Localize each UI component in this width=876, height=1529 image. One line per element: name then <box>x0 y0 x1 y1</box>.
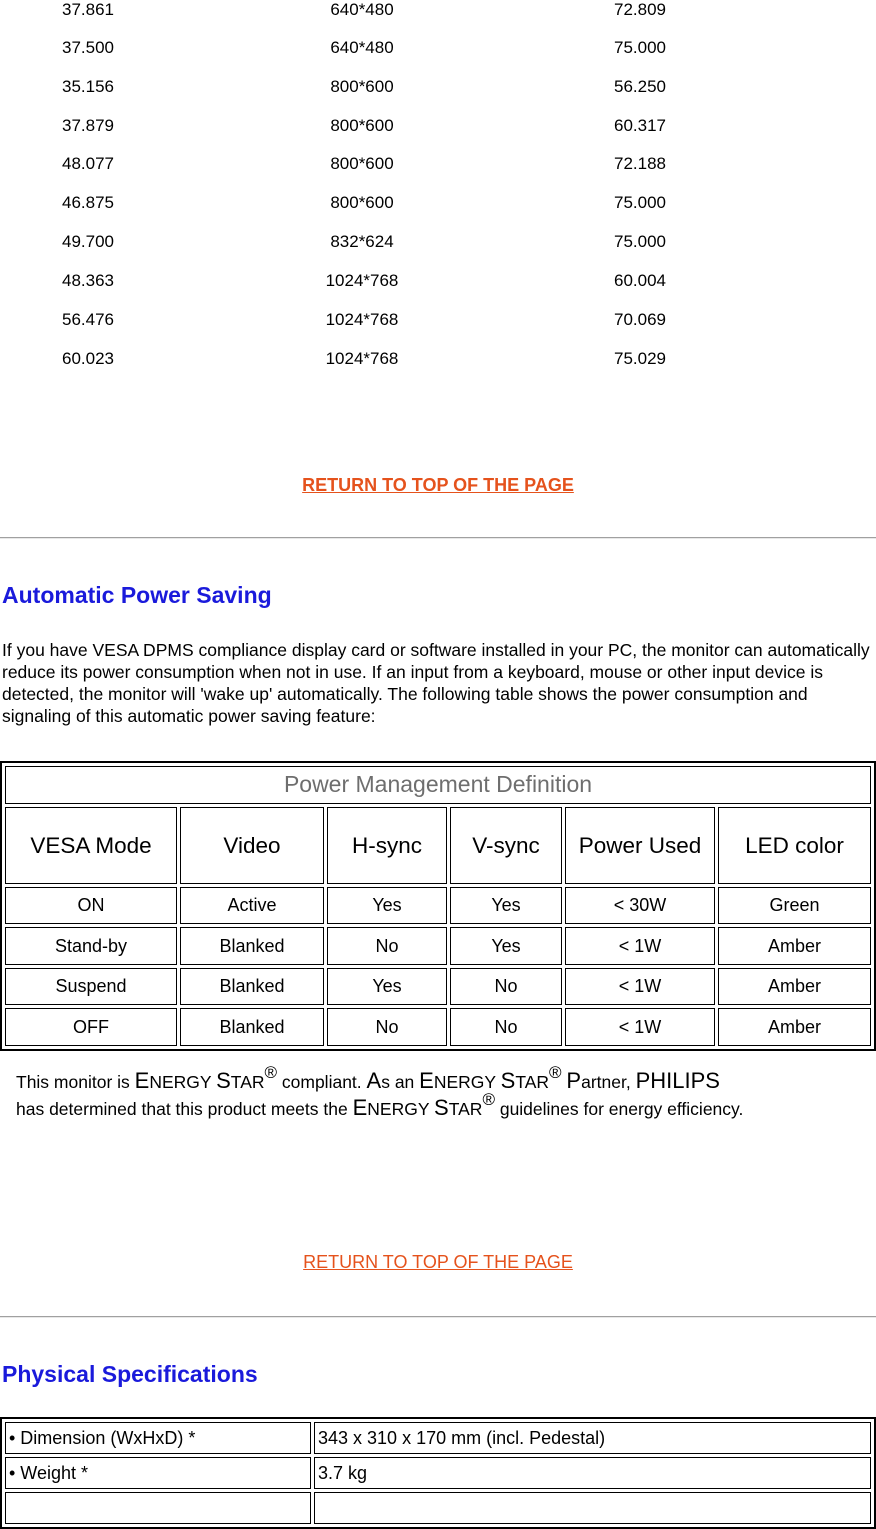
vesa-mode: OFF <box>5 1008 177 1046</box>
energy-text: This monitor is <box>16 1072 135 1092</box>
energy-text: S <box>434 1095 449 1120</box>
header-v-sync: V-sync <box>450 807 562 884</box>
video: Blanked <box>180 1008 324 1046</box>
energy-text: S <box>500 1068 516 1093</box>
h-freq: 60.023 <box>62 349 114 368</box>
v-sync: Yes <box>450 927 562 965</box>
table-row <box>5 968 871 1006</box>
resolution: 800*600 <box>330 154 394 173</box>
video: Blanked <box>180 927 324 965</box>
power-used: < 30W <box>565 887 715 925</box>
led-color: Green <box>718 887 871 925</box>
energy-text: E <box>352 1095 368 1120</box>
table-row <box>5 927 871 965</box>
energy-text: NERGY <box>367 1099 435 1119</box>
energy-text: has determined that this product meets the <box>16 1099 353 1119</box>
v-freq: 70.069 <box>614 310 666 329</box>
header-vesa-mode: VESA Mode <box>5 807 177 884</box>
timing-row <box>0 310 876 330</box>
timing-row <box>0 232 876 252</box>
resolution: 800*600 <box>330 77 394 96</box>
return-to-top-link[interactable]: RETURN TO TOP OF THE PAGE <box>302 475 574 495</box>
video: Active <box>180 887 324 925</box>
table-row <box>5 1008 871 1046</box>
spec-label-partial <box>5 1492 311 1524</box>
registered-mark: ® <box>264 1063 278 1082</box>
resolution: 1024*768 <box>325 349 399 368</box>
spec-label: • Dimension (WxHxD) * <box>5 1422 311 1454</box>
header-power-used: Power Used <box>565 807 715 884</box>
h-sync: No <box>327 1008 447 1046</box>
v-freq: 75.000 <box>614 38 666 57</box>
divider <box>0 537 876 539</box>
v-freq: 56.250 <box>614 77 666 96</box>
energy-text: TAR <box>515 1072 550 1092</box>
table-header-row <box>5 807 871 884</box>
h-freq: 46.875 <box>62 193 114 212</box>
h-freq: 48.077 <box>62 154 114 173</box>
physical-specs-heading: Physical Specifications <box>2 1361 258 1387</box>
energy-text: guidelines for energy efficiency. <box>494 1099 744 1119</box>
energy-text: A <box>366 1068 382 1093</box>
resolution: 1024*768 <box>325 310 399 329</box>
timing-row <box>0 193 876 213</box>
energy-text: NERGY <box>433 1072 501 1092</box>
power-saving-intro: If you have VESA DPMS compliance display card or software installed in your PC, the monitor can automatically reduce its power consumption when not in use. If an input from a keyboard, mouse or other input device is detected, the monitor will 'wake up' automatically. The following table shows the power consumption and signaling of this automatic power saving feature: <box>2 640 870 726</box>
energy-text: S <box>216 1068 231 1093</box>
table-row <box>5 1422 871 1454</box>
energy-text: E <box>419 1068 434 1093</box>
h-sync: Yes <box>327 887 447 925</box>
table-title: Power Management Definition <box>5 766 871 804</box>
registered-mark: ® <box>482 1090 495 1109</box>
v-sync: Yes <box>450 887 562 925</box>
h-freq: 48.363 <box>62 271 114 290</box>
v-freq: 75.000 <box>614 193 666 212</box>
energy-text: P <box>566 1068 582 1093</box>
energy-text: s an <box>381 1072 420 1092</box>
h-freq: 37.861 <box>62 0 114 19</box>
v-freq: 75.000 <box>614 232 666 251</box>
return-to-top-link[interactable]: RETURN TO TOP OF THE PAGE <box>303 1252 573 1272</box>
timing-row <box>0 349 876 369</box>
table-row <box>5 1457 871 1489</box>
resolution: 832*624 <box>330 232 394 251</box>
h-freq: 37.500 <box>62 38 114 57</box>
energy-text: TAR <box>448 1099 483 1119</box>
timing-row <box>0 38 876 58</box>
led-color: Amber <box>718 1008 871 1046</box>
resolution: 640*480 <box>330 38 394 57</box>
resolution: 800*600 <box>330 193 394 212</box>
spec-label: • Weight * <box>5 1457 311 1489</box>
resolution: 1024*768 <box>325 271 399 290</box>
v-freq: 60.317 <box>614 116 666 135</box>
header-led-color: LED color <box>718 807 871 884</box>
table-row <box>5 887 871 925</box>
v-freq: 60.004 <box>614 271 666 290</box>
spec-value: 343 x 310 x 170 mm (incl. Pedestal) <box>314 1422 871 1454</box>
h-freq: 35.156 <box>62 77 114 96</box>
energy-text: E <box>134 1068 150 1093</box>
energy-text: artner, <box>581 1072 636 1092</box>
philips-brand: PHILIPS <box>635 1068 720 1093</box>
v-freq: 72.809 <box>614 0 666 19</box>
resolution: 640*480 <box>330 0 394 19</box>
h-freq: 56.476 <box>62 310 114 329</box>
h-freq: 49.700 <box>62 232 114 251</box>
vesa-mode: ON <box>5 887 177 925</box>
power-used: < 1W <box>565 927 715 965</box>
timing-row <box>0 77 876 97</box>
resolution: 800*600 <box>330 116 394 135</box>
vesa-mode: Suspend <box>5 968 177 1006</box>
energy-star-statement <box>16 1063 866 1122</box>
led-color: Amber <box>718 927 871 965</box>
table-row <box>5 1492 871 1524</box>
power-used: < 1W <box>565 968 715 1006</box>
spec-value: 3.7 kg <box>314 1457 871 1489</box>
v-freq: 72.188 <box>614 154 666 173</box>
header-h-sync: H-sync <box>327 807 447 884</box>
registered-mark: ® <box>549 1063 562 1082</box>
vesa-mode: Stand-by <box>5 927 177 965</box>
power-saving-heading: Automatic Power Saving <box>2 582 272 608</box>
h-sync: No <box>327 927 447 965</box>
timing-row <box>0 0 876 20</box>
timing-row <box>0 271 876 291</box>
spec-value-partial <box>314 1492 871 1524</box>
h-freq: 37.879 <box>62 116 114 135</box>
power-used: < 1W <box>565 1008 715 1046</box>
power-management-table <box>0 761 876 1051</box>
divider <box>0 1316 876 1318</box>
v-freq: 75.029 <box>614 349 666 368</box>
timing-row <box>0 154 876 174</box>
led-color: Amber <box>718 968 871 1006</box>
v-sync: No <box>450 1008 562 1046</box>
h-sync: Yes <box>327 968 447 1006</box>
energy-text: compliant. <box>277 1072 367 1092</box>
energy-text: NERGY <box>149 1072 217 1092</box>
video: Blanked <box>180 968 324 1006</box>
header-video: Video <box>180 807 324 884</box>
timing-row <box>0 116 876 136</box>
physical-specs-table <box>0 1417 876 1529</box>
energy-text: TAR <box>230 1072 265 1092</box>
v-sync: No <box>450 968 562 1006</box>
